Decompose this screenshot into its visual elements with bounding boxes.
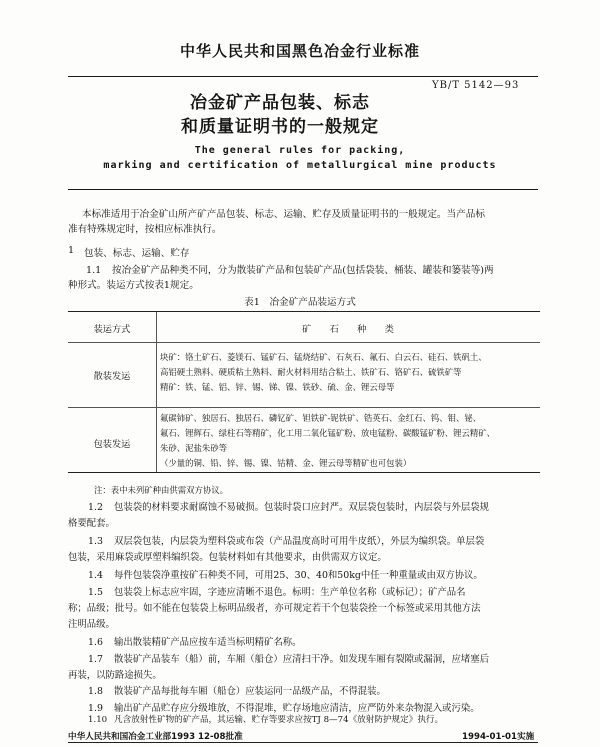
clause-text: 输出散装精矿产品应按车适当标明精矿名称。	[114, 637, 302, 648]
clause-1-1-line-2: 种形式。装运方式按表1规定。	[68, 280, 199, 291]
clause-number: 1.5	[88, 587, 103, 598]
section-1-title: 包装、标志、运输、贮存	[84, 248, 190, 259]
title-line-2: 和质量证明书的一般规定	[181, 117, 379, 137]
table-header-ore-type: 矿 石 种 类	[302, 324, 394, 335]
packed-ore-line: 氟碳铈矿、独居石、独居石、磷钇矿、钽铁矿-铌铁矿、锆英石、金红石、钨、钼、铋、	[160, 413, 482, 423]
approved-date: 中华人民共和国冶金工业部1993 12-08批准	[68, 732, 243, 742]
table-row-rule	[68, 407, 540, 408]
clause-text: 包装袋上标志应牢固，字迹应清晰不退色。标明：生产单位名称（或标记）；矿产品名	[114, 587, 466, 598]
section-1-number: 1	[68, 245, 75, 256]
clause-text: 包装，采用麻袋或厚塑料编织袋。包装材料如有其他要求，由供需双方议定。	[68, 552, 387, 563]
table-header-rule	[68, 342, 540, 343]
bulk-ore-line: 块矿：铬土矿石、菱镁石、锰矿石、锰烧结矿、石灰石、氟石、白云石、硅石、铁矾土、	[160, 352, 487, 362]
clause-number: 1.9	[88, 703, 103, 714]
effective-date: 1994-01-01实施	[462, 732, 535, 742]
intro-line-2: 准有特殊规定时，按相应标准执行。	[68, 224, 222, 235]
clause-text: 凡含放射性矿物的矿产品，其运输、贮存等要求应按TJ 8—74《放射防护规定》执行。	[114, 715, 444, 725]
clause-text: 格要配套。	[68, 518, 115, 529]
clause-text: 称；品级；批号。如不能在包装袋上标明品级者，亦可规定若干个包装袋拴一个标签或采用其他方法	[68, 603, 481, 614]
title-line-1: 冶金矿产品包装、标志	[190, 93, 370, 113]
table-header-method: 装运方式	[93, 324, 131, 335]
intro-line-1: 本标准适用于冶金矿山所产矿产品包装、标志、运输、贮存及质量证明书的一般规定。当产品标	[82, 209, 485, 220]
clause-text: 再装，以防路途损失。	[68, 670, 162, 681]
clause-number: 1.6	[88, 637, 103, 648]
clause-number: 1.8	[88, 686, 103, 697]
clause-text: 散装矿产品每批每车厢（船仓）应装运同一品级产品，不得混装。	[114, 686, 386, 697]
footer-rule	[68, 742, 538, 743]
clause-1-1-line-1: 按冶金矿产品种类不同，分为散装矿产品和包装矿产品(包括袋装、桶装、罐装和篓装等)两	[112, 265, 494, 276]
bulk-ore-line: 高铝硬土熟料、硬质粘土熟料、耐火材料用结合粘土、铁矿石、铬矿石、硫铁矿等	[160, 367, 462, 377]
table-row-bulk-label: 散装发运	[93, 371, 131, 382]
clause-text: 包装袋的材料要求耐腐蚀不易破损。包装时袋口应封严。双层袋包装时，内层袋与外层袋规	[114, 502, 490, 513]
clause-number: 1.4	[88, 570, 103, 581]
packed-ore-line: （少量的铜、铅、锌、锡、镍、钴精、金、锂云母等精矿也可包装）	[160, 458, 412, 468]
clause-text: 双层袋包装，内层袋为塑料袋或布袋（产品温度高时可用牛皮纸），外层为编织袋。单层袋	[114, 536, 485, 547]
table-column-divider	[156, 312, 157, 472]
clause-text: 输出矿产品贮存应分级堆放，不得混堆，贮存场地应清洁，应严防外来杂物混入或污染。	[114, 703, 480, 714]
table-caption: 表1 冶金矿产品装运方式	[244, 297, 356, 308]
table-note: 注：表中未列矿种由供需双方协议。	[94, 485, 228, 495]
clause-number: 1.10	[88, 715, 108, 725]
clause-number: 1.7	[88, 654, 103, 665]
clause-text: 散装矿产品装车（船）前，车厢（船仓）应清扫干净。如发现车厢有裂隙或漏洞，应堵塞后	[114, 654, 490, 665]
english-title-line-1: The general rules for packing,	[194, 145, 406, 156]
issuing-authority: 中华人民共和国黑色冶金行业标准	[179, 42, 420, 60]
clause-text: 每件包装袋净重按矿石种类不同，可用25、30、40和50kg中任一种重量或由双方协议。	[114, 570, 483, 581]
header-divider	[68, 76, 538, 77]
bulk-ore-line: 精矿：铁、锰、铝、锌、锡、锑、镍、铁砂、硫、金、锂云母等	[160, 382, 395, 392]
packing-table	[68, 311, 540, 473]
clause-number: 1.3	[88, 536, 103, 547]
title-divider	[68, 189, 538, 190]
table-row-packed-label: 包装发运	[93, 439, 131, 450]
english-title-line-2: marking and certification of metallurgical mine products	[103, 160, 497, 171]
packed-ore-line: 氟石、锂辉石、绿柱石等精矿，化工用二氧化锰矿粉、放电锰粉、碳酸锰矿粉、锂云精矿、	[160, 428, 495, 438]
clause-1-1-number: 1.1	[86, 265, 102, 276]
clause-text: 注明品级。	[68, 619, 115, 630]
standard-number: YB/T 5142—93	[432, 80, 520, 91]
clause-number: 1.2	[88, 502, 103, 513]
packed-ore-line: 朱砂、泥盐朱砂等	[160, 443, 227, 453]
